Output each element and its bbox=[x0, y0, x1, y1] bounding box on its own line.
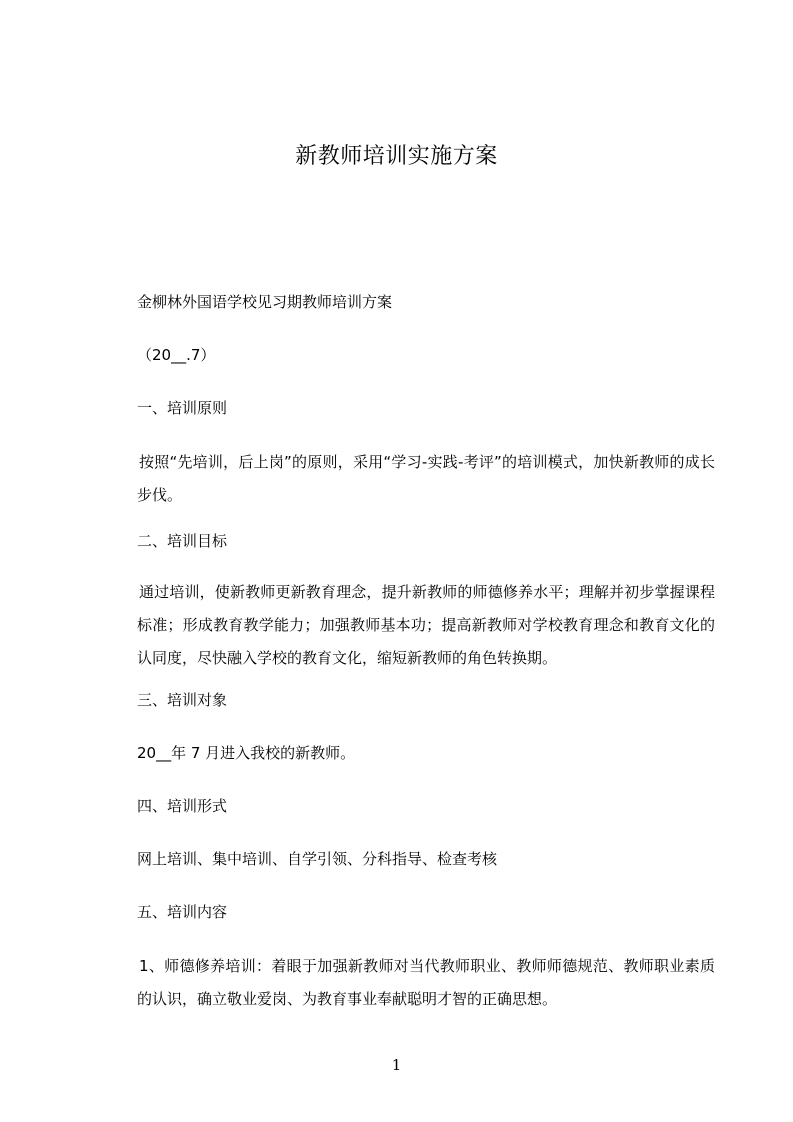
section-heading: 二、培训目标 bbox=[137, 532, 228, 550]
section-body: 20__年 7 月进入我校的新教师。 bbox=[137, 744, 356, 762]
section-heading: 四、培训形式 bbox=[137, 797, 228, 815]
section-body: 网上培训、集中培训、自学引领、分科指导、检查考核 bbox=[137, 850, 498, 868]
section-body: 按照“先培训，后上岗”的原则，采用“学习-实践-考评”的培训模式，加快新教师的成长步伐。 bbox=[137, 453, 715, 504]
section-heading: 一、培训原则 bbox=[137, 399, 228, 417]
section-body: 1、师德修养培训：着眼于加强新教师对当代教师职业、教师师德规范、教师职业素质的认识，确立敬业爱岗、为教育事业奉献聪明才智的正确思想。 bbox=[137, 957, 715, 1008]
document-date: （20__.7） bbox=[137, 346, 216, 364]
page-number: 1 bbox=[391, 1056, 402, 1074]
document-title: 新教师培训实施方案 bbox=[295, 144, 498, 169]
document-subtitle: 金柳林外国语学校见习期教师培训方案 bbox=[137, 293, 393, 311]
section-body: 通过培训，使新教师更新教育理念，提升新教师的师德修养水平；理解并初步掌握课程标准；形成教育教学能力；加强教师基本功；提高新教师对学校教育理念和教育文化的认同度，尽快融入学校的教育文化，缩短新教师的角色转换期。 bbox=[137, 583, 715, 667]
section-heading: 三、培训对象 bbox=[137, 691, 228, 709]
section-heading: 五、培训内容 bbox=[137, 903, 228, 921]
